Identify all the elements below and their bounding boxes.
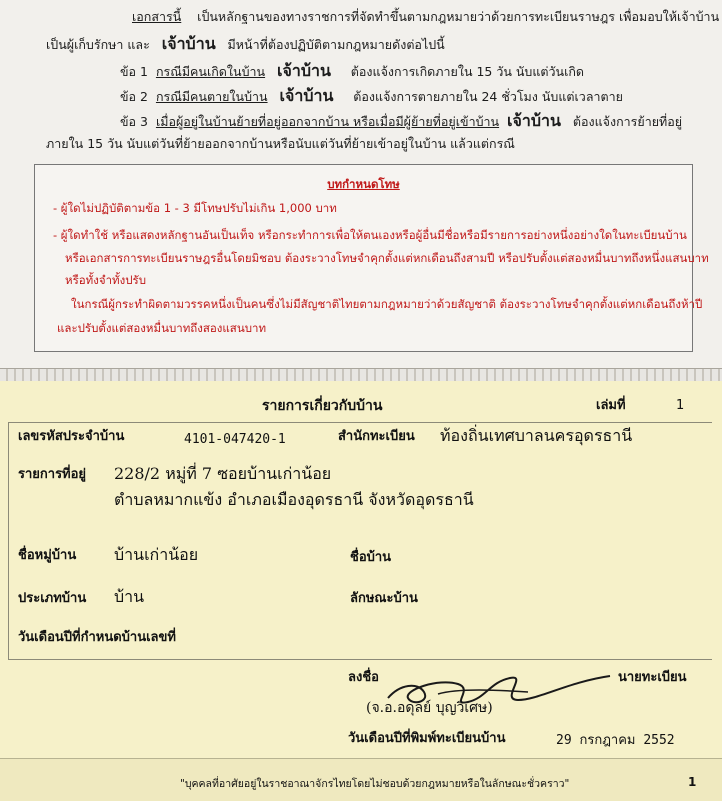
village-label: ชื่อหมู่บ้าน [18, 548, 77, 563]
house-character-label: ลักษณะบ้าน [350, 591, 418, 606]
book-label: เล่มที่ [596, 398, 626, 413]
notice-item-1 [120, 63, 584, 80]
house-no-label: เลขรหัสประจำบ้าน [18, 429, 125, 444]
item1-number: ข้อ 1 [120, 64, 148, 79]
item3-text: ต้องแจ้งการย้ายที่อยู่ [572, 114, 683, 129]
registrar-name: (จ.อ.อดุลย์ บุญวิเศษ) [366, 700, 493, 716]
table-divider-top [8, 422, 712, 423]
table-divider-bottom [8, 659, 712, 660]
item2-label: กรณีมีคนตายในบ้าน [155, 89, 268, 104]
notice-para1-text: เป็นหลักฐานของทางราชการที่จัดทำขึ้นตามกฎหมายว่าด้วยการทะเบียนราษฎร เพื่อมอบให้เจ้าบ้าน [197, 9, 720, 24]
penalty-box [34, 164, 709, 352]
office-label: สำนักทะเบียน [338, 429, 415, 444]
penalty-title: บทกำหนดโทษ [327, 177, 400, 191]
notice-item-2 [120, 88, 623, 105]
item1-text: ต้องแจ้งการเกิดภายใน 15 วัน นับแต่วันเกิด [350, 64, 585, 79]
assigned-date-label: วันเดือนปีที่กำหนดบ้านเลขที่ [18, 630, 176, 645]
page-number: 1 [688, 775, 697, 789]
penalty-line-4: หรือทั้งจำทั้งปรับ [65, 273, 147, 287]
notice-keeper-text: เป็นผู้เก็บรักษา และ [46, 37, 150, 52]
notice-para1-line1 [132, 9, 719, 25]
house-type-value: บ้าน [114, 587, 145, 606]
address-line-1: 228/2 หมู่ที่ 7 ซอยบ้านเก่าน้อย [114, 464, 332, 483]
address-label: รายการที่อยู่ [18, 467, 87, 482]
notice-item-3-line2: ภายใน 15 วัน นับแต่วันที่ย้ายออกจากบ้านหรือนับแต่วันที่ย้ายเข้าอยู่ในบ้าน แล้วแต่กรณี [46, 136, 515, 151]
penalty-line-2: - ผู้ใดทำใช้ หรือแสดงหลักฐานอันเป็นเท็จ หรือกระทำการเพื่อให้ตนเองหรือผู้อื่นมีชื่อหรือมีรายการอย่างหนึ่งอย่างใดในทะเบียนบ้าน [53, 228, 687, 242]
item3-owner: เจ้าบ้าน [507, 111, 561, 130]
item2-owner: เจ้าบ้าน [279, 86, 334, 105]
binding-fold [0, 368, 722, 382]
table-border-left [8, 422, 9, 659]
penalty-line-3: หรือเอกสารการทะเบียนราษฎรอื่นโดยมิชอบ ต้องระวางโทษจำคุกตั้งแต่หกเดือนถึงสามปี หรือปรับตั้งแต่สองหมื่นบาทถึงหนึ่งแสนบาท [65, 251, 709, 265]
house-name-label: ชื่อบ้าน [350, 550, 392, 565]
item3-label: เมื่อผู้อยู่ในบ้านย้ายที่อยู่ออกจากบ้าน หรือเมื่อมีผู้ย้ายที่อยู่เข้าบ้าน [155, 114, 500, 129]
item1-owner: เจ้าบ้าน [277, 61, 331, 80]
item2-text: ต้องแจ้งการตายภายใน 24 ชั่วโมง นับแต่เวลาตาย [353, 89, 623, 104]
footer [0, 758, 722, 801]
item1-label: กรณีมีคนเกิดในบ้าน [155, 64, 266, 79]
print-date-label: วันเดือนปีที่พิมพ์ทะเบียนบ้าน [348, 731, 506, 746]
penalty-line-6: และปรับตั้งแต่สองหมื่นบาทถึงสองแสนบาท [57, 321, 267, 335]
house-heading: รายการเกี่ยวกับบ้าน [262, 398, 383, 414]
penalty-line-1: - ผู้ใดไม่ปฏิบัติตามข้อ 1 - 3 มีโทษปรับไม่เกิน 1,000 บาท [53, 201, 337, 215]
book-number: 1 [676, 398, 685, 413]
notice-page [0, 0, 722, 368]
house-type-label: ประเภทบ้าน [18, 591, 87, 606]
notice-para1-line2 [46, 36, 445, 53]
notice-duty-text: มีหน้าที่ต้องปฏิบัติตามกฎหมายดังต่อไปนี้ [227, 37, 445, 52]
item2-number: ข้อ 2 [120, 89, 148, 104]
notice-item-3 [120, 113, 682, 130]
notice-owner-big: เจ้าบ้าน [161, 34, 216, 53]
print-date-value: 29 กรกฎาคม 2552 [556, 733, 675, 748]
item3-number: ข้อ 3 [120, 114, 148, 129]
sign-label: ลงชื่อ [348, 670, 379, 685]
registrar-label: นายทะเบียน [618, 670, 687, 685]
address-line-2: ตำบลหมากแข้ง อำเภอเมืองอุดรธานี จังหวัดอุดรธานี [114, 490, 474, 509]
office-value: ท้องถิ่นเทศบาลนครอุดรธานี [440, 426, 633, 445]
village-value: บ้านเก่าน้อย [114, 545, 199, 564]
penalty-line-5: ในกรณีผู้กระทำผิดตามวรรคหนึ่งเป็นคนซึ่งไม่มีสัญชาติไทยตามกฎหมายว่าด้วยสัญชาติ ต้องระวางโทษจำคุกตั้งแต่หกเดือนถึงห้าปี [71, 297, 703, 311]
house-details-page [0, 381, 722, 800]
footer-note: "บุคคลที่อาศัยอยู่ในราชอาณาจักรไทยโดยไม่ชอบด้วยกฎหมายหรือในลักษณะชั่วคราว" [180, 778, 570, 790]
house-no-value: 4101-047420-1 [184, 432, 286, 447]
notice-label: เอกสารนี้ [132, 9, 182, 24]
